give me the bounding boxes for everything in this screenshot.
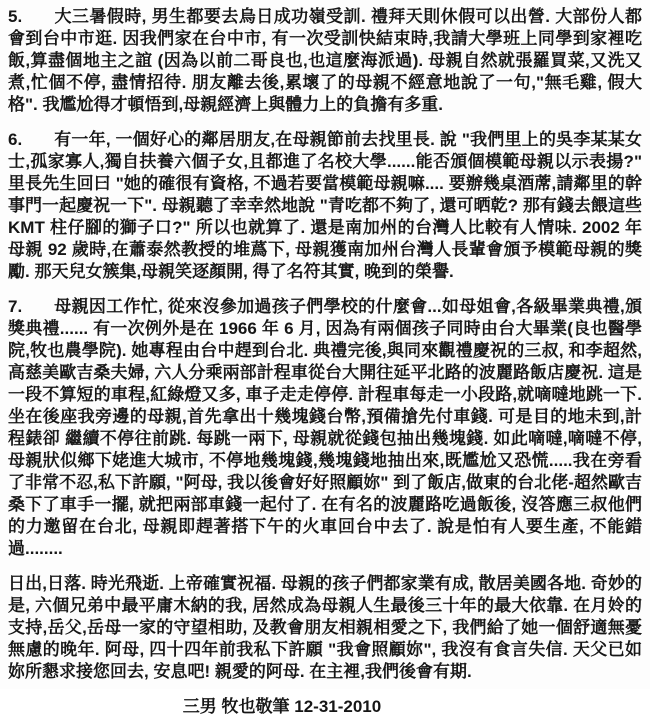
signature-line: 三男 牧也敬筆 12-31-2010 bbox=[182, 697, 382, 716]
paragraph-7 bbox=[8, 296, 642, 560]
paragraph-text: 大三暑假時, 男生都要去烏日成功嶺受訓. 禮拜天則休假可以出營. 大部份人都會到台中市逛. 因我們家在台中市, 有一次受訓快結束時,我請大學班上同學到家裡吃飯,算盡個地主之誼 (因為以前二哥良也,也這麼海派過). 母親自然就張羅買菜,又洗又煮,忙個不停, 盡情招待. 朋友離去後,累壞了的母親不經意地說了一句,"無毛雞, 假大格". 我尷尬得才頓悟到,母親經濟上與體力上的負擔有多重. bbox=[8, 7, 642, 114]
paragraph-5 bbox=[8, 6, 642, 116]
paragraph-text: 母親因工作忙, 從來沒參加過孩子們學校的什麼會...如母姐會,各級畢業典禮,頒獎典禮...... 有一次例外是在 1966 年 6 月, 因為有兩個孩子同時由台大畢業(良也醫學院,牧也農學院). 她專程由台中趕到台北. 典禮完後,與同來觀禮慶祝的三叔, 和李超然,高慈美歐吉桑夫婦, 六人分乘兩部計程車從台大開往延平北路的波麗路飯店慶祝. 這是一段不算短的車程,紅綠燈又多, 車子走走停停. 計程車每走一小段路,就嘀噠地跳一下. 坐在後座我旁邊的母親,首先拿出十幾塊錢台幣,預備搶先付車錢. 可是目的地未到,計程錶卻 繼續不停往前跳. 每跳一兩下, 母親就從錢包抽出幾塊錢. 如此嘀噠,嘀噠不停,母親狀似鄉下姥進大城市, 不停地幾塊錢,幾塊錢地抽出來,既尷尬又恐慌.....我在旁看了非常不忍,私下許願, "阿母, 我以後會好好照顧妳" 到了飯店,做東的台北佬-超然歐吉桑下了車手一擺, 就把兩部車錢一起付了. 在有名的波麗路吃過飯後, 沒答應三叔他們的力邀留在台北, 母親即趕著搭下午的火車回台中去了. 說是怕有人要生產, 不能錯過........ bbox=[8, 297, 642, 558]
paragraph-6 bbox=[8, 129, 642, 283]
paragraph-number: 7. bbox=[8, 297, 23, 316]
paragraph-text: 有一年, 一個好心的鄰居朋友,在母親節前去找里長. 說 "我們里上的吳李某某女士,孤家寡人,獨自扶養六個子女,且都進了名校大學......能否頒個模範母親以示表揚?" 里長先生回曰 "她的確很有資格, 不過若要當模範母親嘛.... 要辦幾桌酒蓆,請鄰里的幹事門一起慶祝一下". 母親聽了幸幸然地說 "青吃都不夠了, 還可晒乾? 那有錢去餵這些KMT 柱仔腳的獅子口?" 所以也就算了. 還是南加州的台灣人比較有人情味. 2002 年母親 92 歲時,在蕭泰然教授的堆蔿下, 母親獲南加州台灣人長輩會頒予模範母親的獎勵. 那天兒女簇集,母親笑逐顏開, 得了名符其實, 晚到的榮譽. bbox=[8, 130, 642, 281]
paragraph-number: 5. bbox=[8, 7, 23, 26]
paragraph-text: 日出,日落. 時光飛逝. 上帝確實祝福. 母親的孩子們都家業有成, 散居美國各地. 奇妙的是, 六個兄弟中最平庸木納的我, 居然成為母親人生最後三十年的最大依靠. 在月姈的支持,岳父,岳母一家的守望相助, 及教會朋友相親相愛之下, 我們給了她一個舒適無憂無慮的晚年. 阿母, 四十四年前我私下許願 "我會照顧妳", 我沒有食言失信. 天父已如妳所懇求接您回去, 安息吧! 親愛的阿母. 在主裡,我們後會有期. bbox=[8, 574, 642, 681]
paragraph-number: 6. bbox=[8, 130, 23, 149]
closing-paragraph bbox=[8, 573, 642, 683]
